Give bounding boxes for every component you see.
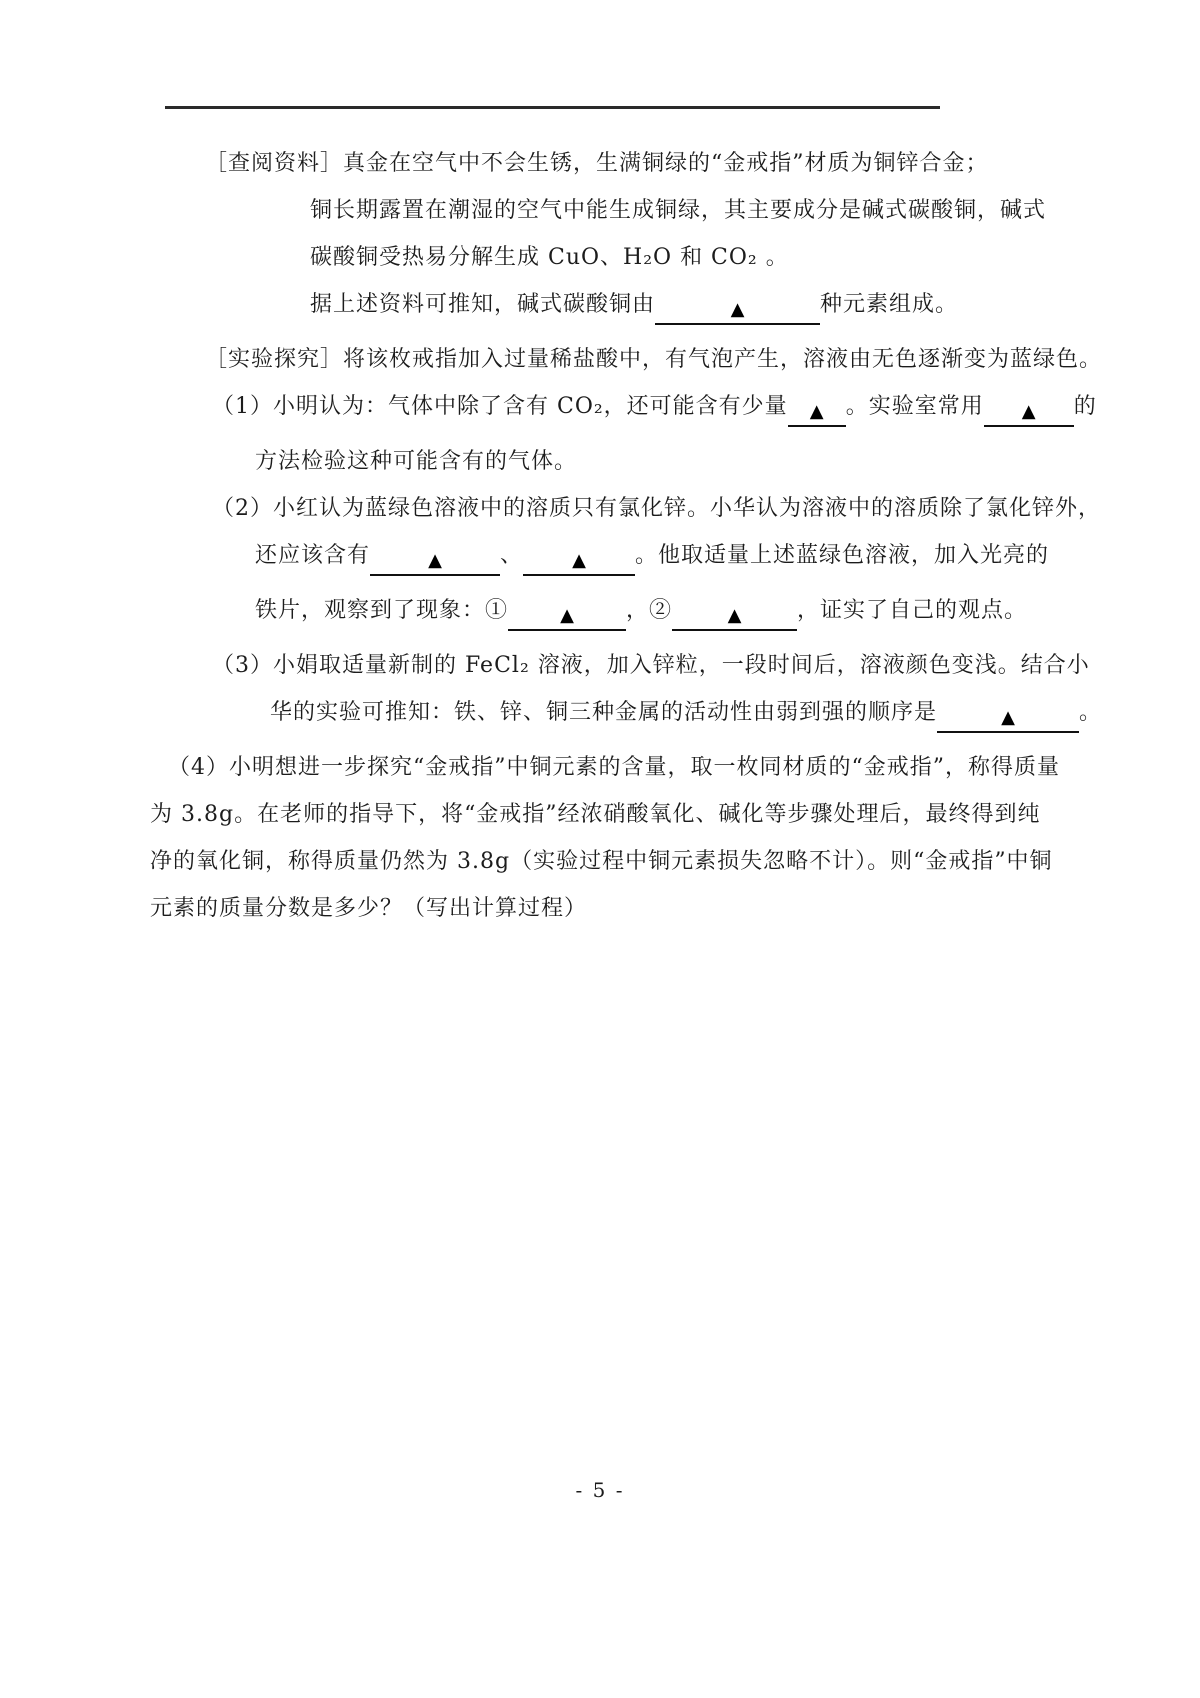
answer-blank [672, 605, 797, 631]
text-line [150, 543, 1050, 576]
answer-blank [937, 707, 1079, 733]
text-run: （3）小娟取适量新制的 FeCl₂ 溶液，加入锌粒，一段时间后，溶液颜色变浅。结合小 [212, 653, 1090, 678]
text-line [150, 450, 1018, 474]
triangle-marker-icon: ▲ [1021, 401, 1036, 422]
triangle-marker-icon: ▲ [727, 605, 742, 626]
text-run: ，证实了自己的观点。 [797, 598, 1028, 623]
answer-blank [655, 299, 820, 325]
triangle-marker-icon: ▲ [428, 550, 442, 571]
answer-blank [984, 401, 1074, 427]
triangle-marker-icon: ▲ [1001, 707, 1015, 728]
text-run: 、 [500, 543, 524, 568]
triangle-marker-icon: ▲ [809, 401, 824, 422]
text-line [150, 152, 1018, 176]
text-run: 还应该含有 [255, 543, 371, 568]
text-run: 。实验室常用 [845, 394, 984, 419]
text-line [150, 347, 1103, 372]
text-line [150, 293, 1018, 325]
text-run: （4）小明想进一步探究“金戒指”中铜元素的含量，取一枚同材质的“金戒指”，称得质量 [168, 755, 1060, 780]
text-run: 为 3.8g。在老师的指导下，将“金戒指”经浓硝酸氧化、碱化等步骤处理后，最终得到纯 [150, 802, 1041, 827]
text-run: （2）小红认为蓝绿色溶液中的溶质只有氯化锌。小华认为溶液中的溶质除了氯化锌外， [212, 496, 1101, 521]
text-run: ［查阅资料］真金在空气中不会生锈，生满铜绿的“金戒指”材质为铜锌合金； [205, 151, 989, 176]
text-line [150, 394, 1097, 427]
text-run: 种元素组成。 [820, 292, 959, 317]
text-line [150, 802, 1041, 827]
text-line [150, 755, 1060, 780]
text-line [150, 246, 1018, 270]
text-run: ，② [626, 598, 673, 623]
text-line [150, 700, 1103, 733]
text-run: 。他取适量上述蓝绿色溶液，加入光亮的 [635, 543, 1050, 568]
text-run: 铜长期露置在潮湿的空气中能生成铜绿，其主要成分是碱式碳酸铜，碱式 [310, 198, 1047, 223]
text-run: 铁片，观察到了现象：① [255, 598, 509, 623]
text-run: 方法检验这种可能含有的气体。 [255, 449, 578, 474]
text-line [150, 849, 1053, 874]
triangle-marker-icon: ▲ [572, 550, 586, 571]
text-run: 元素的质量分数是多少？（写出计算过程） [150, 896, 588, 921]
text-run: ［实验探究］将该枚戒指加入过量稀盐酸中，有气泡产生，溶液由无色逐渐变为蓝绿色。 [205, 347, 1103, 372]
document-lines [150, 151, 1103, 944]
text-run: 华的实验可推知：铁、锌、铜三种金属的活动性由弱到强的顺序是 [270, 700, 938, 725]
answer-blank [370, 550, 500, 576]
triangle-marker-icon: ▲ [560, 605, 574, 626]
answer-blank [788, 401, 846, 427]
header-rule [165, 106, 940, 109]
text-line [150, 653, 1090, 678]
text-run: 净的氧化铜，称得质量仍然为 3.8g（实验过程中铜元素损失忽略不计）。则“金戒指”中铜 [150, 849, 1053, 874]
text-line [150, 897, 1018, 921]
text-line [150, 598, 1028, 631]
text-run: 。 [1079, 700, 1103, 725]
text-run: 的 [1073, 394, 1097, 419]
text-run: 碳酸铜受热易分解生成 CuO、H₂O 和 CO₂ 。 [310, 245, 789, 270]
answer-blank [508, 605, 626, 631]
text-line [150, 198, 1047, 223]
answer-blank [523, 550, 635, 576]
triangle-marker-icon: ▲ [730, 299, 745, 320]
text-run: （1）小明认为：气体中除了含有 CO₂，还可能含有少量 [212, 394, 788, 419]
page-number: - 5 - [575, 1478, 625, 1502]
text-line [150, 496, 1101, 521]
text-run: 据上述资料可推知，碱式碳酸铜由 [310, 292, 656, 317]
